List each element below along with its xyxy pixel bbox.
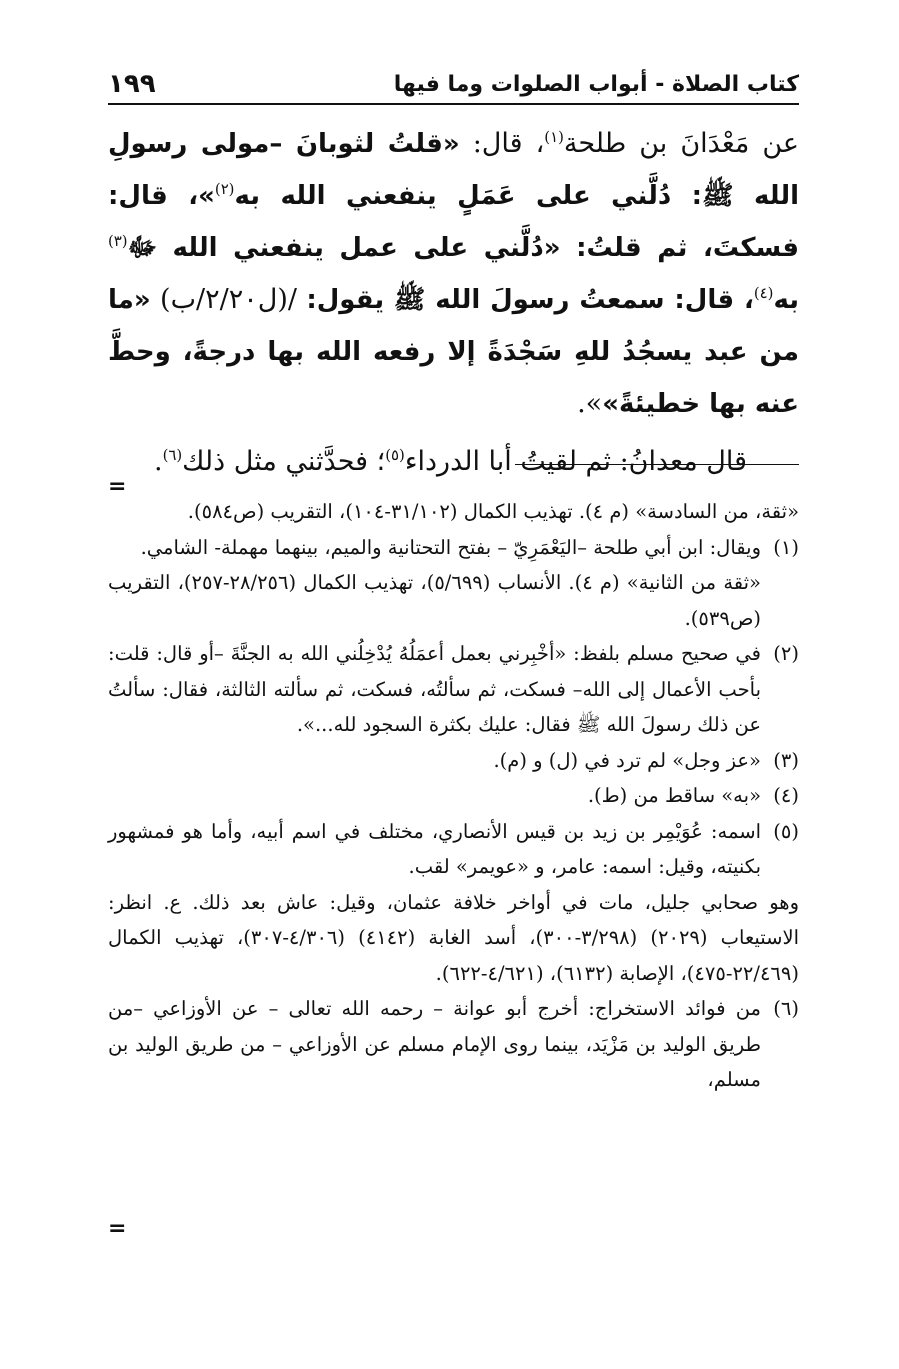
footnote-1-continued: «ثقة من الثانية» (م ٤). الأنساب (٥/٦٩٩)، تهذيب الكمال (٢٨/٢٥٦-٢٥٧)، التقريب (ص٥٣٩). [108,571,761,630]
footnote-2 [108,636,799,743]
text-run: ؛ فحدَّثني مثل ذلك [182,446,386,477]
text-run: ». [577,388,603,419]
footnote-text: في صحيح مسلم بلفظ: «أخْبِرني بعمل أعمَلُهُ يُدْخِلُني الله به الجنَّةَ –أو قال: قلت: بأحب الأعمال إلى الله– فسكت، ثم سألتُه، فسكت، ثم سألته الثالثة، فقال: سألتُ عن ذلك رسولَ الله ﷺ فقال: عليك بكثرة السجود لله...». [108,642,761,736]
bold-text-run: »، قال: فسكتَ، ثم قلتُ: «دُلَّني على عمل ينفعني الله ﷻ [108,181,799,263]
footnote-text: «عز وجل» لم ترد في (ل) و (م). [493,748,761,772]
bold-text-run: «ما من عبد يسجُدُ للهِ سَجْدَةً إلا رفعه الله بها درجةً، وحطَّ عنه بها خطيئةً» [108,285,799,419]
footnote-text: اسمه: عُوَيْمِر بن زيد بن قيس الأنصاري، مختلف في اسم أبيه، وأما هو فمشهور بكنيته، وقيل: اسمه: عامر، و «عويمر» لقب. [108,819,761,878]
main-text [108,118,799,488]
footnote-1 [108,530,799,566]
footnote-number: (٤) [773,784,799,807]
footnote-number: (٦) [773,997,799,1020]
footnote-continued: «ثقة، من السادسة» (م ٤). تهذيب الكمال (٣١/١٠٢-١٠٤)، التقريب (ص٥٨٤). [187,500,799,523]
footnote-text: «به» ساقط من (ط). [587,784,761,807]
footnote-text: من فوائد الاستخراج: أخرج أبو عوانة – رحمه الله تعالى – عن الأوزاعي –من طريق الوليد بن مَزْيَد، بينما روى الإمام مسلم عن الأوزاعي – من طريق الوليد بن مسلم، [108,997,761,1091]
text-run: عن مَعْدَانَ بن طلحة [563,128,799,159]
page-number: ١٩٩ [108,69,156,99]
header-rule [108,103,799,105]
footnote-6 [108,991,799,1098]
continuation-mark: = [108,474,127,499]
bold-text-run: به [773,285,799,315]
running-title: كتاب الصلاة - أبواب الصلوات وما فيها [393,71,799,97]
manuscript-ref: /(ل٢/٢٠/ب) [150,284,307,315]
footnote-4 [108,778,799,814]
bold-text-run: «قلتُ لثوبانَ –مولى رسولِ الله ﷺ: دُلَّني على عَمَلٍ ينفعني الله به [108,129,800,211]
footnote-ref: (٣) [108,232,128,250]
footnote-ref: (٢) [214,180,235,198]
page-header [108,66,799,102]
text-run: ، قال: [459,128,545,159]
footnote-number: (٣) [773,748,799,772]
footnote-ref: (٤) [753,284,774,302]
footnote-separator [515,464,799,465]
footnotes [108,494,799,1098]
continuation-mark-bottom: = [108,1216,127,1241]
narration-paragraph [108,436,799,488]
footnote-number: (١) [773,535,799,559]
footnote-5-continued: وهو صحابي جليل، مات في أواخر خلافة عثمان، وقيل: عاش بعد ذلك. ع. انظر: الاستيعاب (٢٠٢٩) (٣/٢٩٨-٣٠٠)، أسد الغابة (٤١٤٢) (٤/٣٠٦-٣٠٧)، تهذيب الكمال (٢٢/٤٦٩-٤٧٥)، الإصابة (٦١٣٢)، (٤/٦٢١-٦٢٢). [108,890,799,985]
footnote-number: (٥) [773,819,799,843]
footnote-ref: (٥) [385,446,405,464]
bold-text-run: ، قال: سمعتُ رسولَ الله ﷺ يقول: [306,285,754,315]
footnote-number: (٢) [773,642,799,665]
footnote-ref: (٦) [162,446,183,464]
footnote-text: ويقال: ابن أبي طلحة –اليَعْمَرِيّ – بفتح التحتانية والميم، بينهما مهملة- الشامي. [140,535,761,559]
footnote-5 [108,814,799,885]
hadith-paragraph [108,118,799,430]
text-run: . [153,446,163,477]
text-run: قال معدانُ: ثم لقيتُ أبا الدرداء [404,446,747,477]
footnote-3 [108,743,799,779]
footnote-ref: (١) [544,128,564,146]
